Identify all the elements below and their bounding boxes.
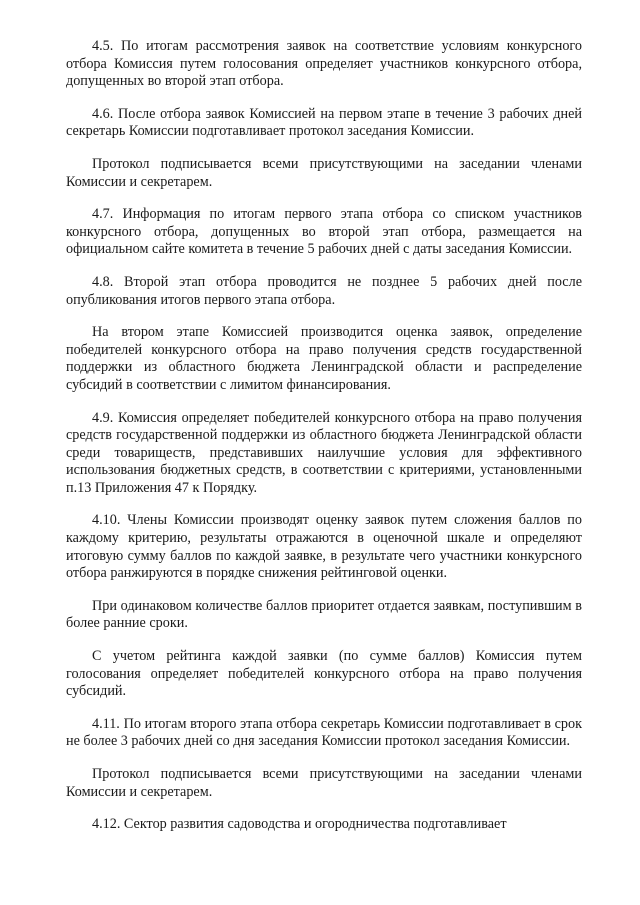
paragraph-equal-score-priority: При одинаковом количестве баллов приоритет отдается заявкам, поступившим в более ранние сроки. [66, 597, 582, 632]
paragraph-protocol-signing-1: Протокол подписывается всеми присутствующими на заседании членами Комиссии и секретарем. [66, 155, 582, 190]
paragraph-rating-vote: С учетом рейтинга каждой заявки (по сумме баллов) Комиссия путем голосования определяет победителей конкурсного отбора на право получения субсидий. [66, 648, 582, 700]
paragraph-protocol-signing-2: Протокол подписывается всеми присутствующими на заседании членами Комиссии и секретарем. [66, 766, 582, 800]
paragraph-4-9: 4.9. Комиссия определяет победителей конкурсного отбора на право получения средств государственной поддержки из областного бюджета Ленинградской области среди товариществ, представивших наилучшие условия для эффективного использования бюджетных средств, в соответствии с критериями, установленными п.13 Приложения 47 к Порядку. [66, 409, 582, 496]
paragraph-4-6: 4.6. После отбора заявок Комиссией на первом этапе в течение 3 рабочих дней секретарь Комиссии подготавливает протокол заседания Комиссии. [66, 105, 582, 140]
paragraph-4-11: 4.11. По итогам второго этапа отбора секретарь Комиссии подготавливает в срок не более 3 рабочих дней со дня заседания Комиссии протокол заседания Комиссии. [66, 715, 582, 750]
paragraph-4-7: 4.7. Информация по итогам первого этапа отбора со списком участников конкурсного отбора, допущенных во второй этап отбора, размещается на официальном сайте комитета в течение 5 рабочих дней с даты заседания Комиссии. [66, 206, 582, 258]
paragraph-4-10: 4.10. Члены Комиссии производят оценку заявок путем сложения баллов по каждому критерию, результаты отражаются в оценочной шкале и определяют итоговую сумму баллов по каждой заявке, в результате чего участники конкурсного отбора ранжируются в порядке снижения рейтинговой оценки. [66, 512, 582, 582]
paragraph-4-5: 4.5. По итогам рассмотрения заявок на соответствие условиям конкурсного отбора Комиссия путем голосования определяет участников конкурсного отбора, допущенных во второй этап отбора. [66, 38, 582, 90]
paragraph-4-12: 4.12. Сектор развития садоводства и огородничества подготавливает [92, 816, 507, 833]
paragraph-4-8: 4.8. Второй этап отбора проводится не позднее 5 рабочих дней после опубликования итогов первого этапа отбора. [66, 273, 582, 308]
paragraph-second-stage: На втором этапе Комиссией производится оценка заявок, определение победителей конкурсного отбора на право получения средств государственной поддержки из областного бюджета Ленинградской области и распределение субсидий в соответствии с лимитом финансирования. [66, 324, 582, 393]
